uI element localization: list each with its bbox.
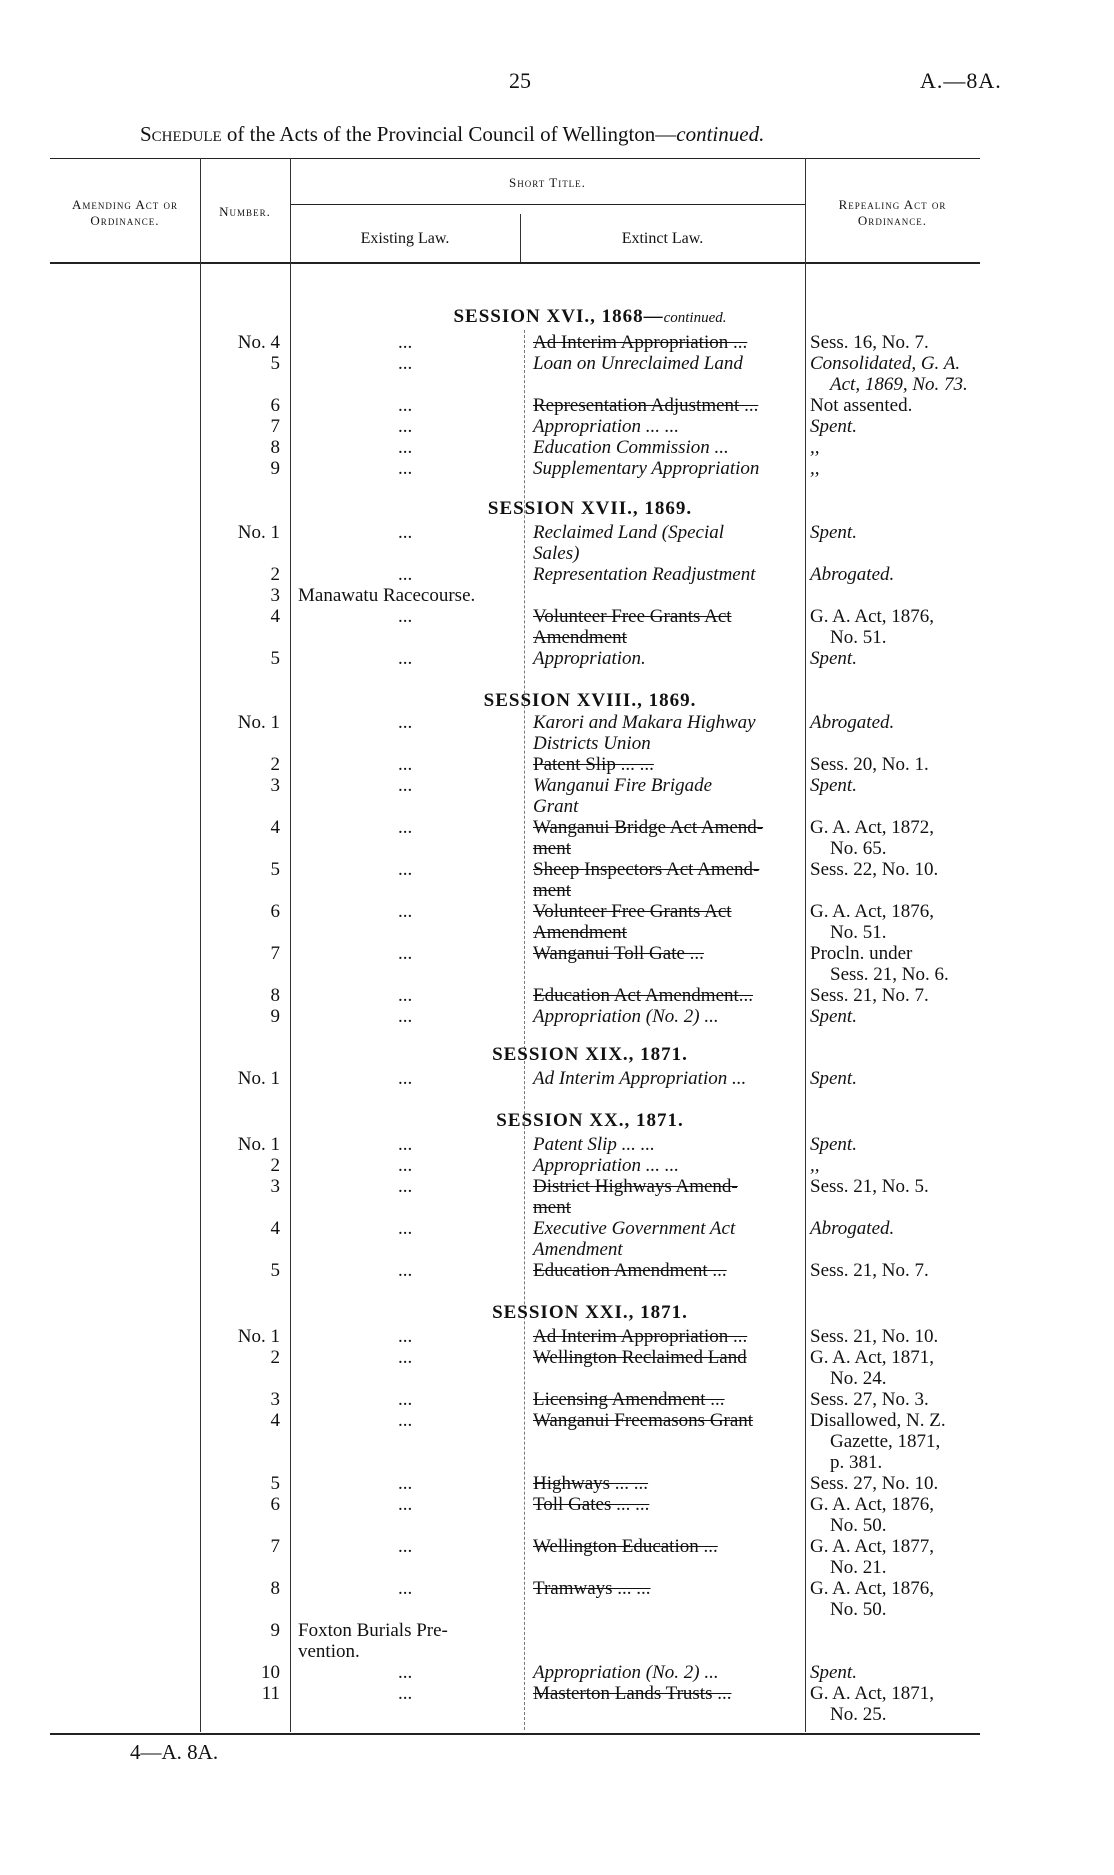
row-repealing-act: No. 25. — [830, 1704, 887, 1725]
row-existing-law: ... — [398, 1176, 413, 1197]
row-number: No. 1 — [237, 1326, 280, 1347]
row-number: 3 — [270, 1389, 280, 1410]
row-existing-law: ... — [398, 1326, 413, 1347]
row-repealing-act: ,, — [810, 458, 820, 479]
row-number: 2 — [270, 1155, 280, 1176]
row-existing-law: ... — [398, 606, 413, 627]
row-repealing-act: G. A. Act, 1871, — [810, 1347, 935, 1368]
row-number: 4 — [270, 606, 280, 627]
table-bottom-rule — [50, 1733, 980, 1735]
row-number: 7 — [270, 1536, 280, 1557]
row-number: No. 4 — [237, 332, 280, 353]
row-number: 6 — [270, 395, 280, 416]
row-existing-law: ... — [398, 1410, 413, 1431]
row-repealing-act: Sess. 21, No. 10. — [810, 1326, 939, 1347]
row-extinct-title: Loan on Unreclaimed Land — [533, 353, 743, 374]
row-extinct-title: Patent Slip ... ... — [533, 1134, 655, 1155]
row-number: 4 — [270, 1410, 280, 1431]
row-repealing-act: Spent. — [810, 1134, 857, 1155]
row-number: 4 — [270, 817, 280, 838]
session-heading: SESSION XXI., 1871. — [492, 1302, 688, 1323]
row-extinct-title: District Highways Amend- — [533, 1176, 738, 1197]
row-existing-law: ... — [398, 712, 413, 733]
header-extinct: Extinct Law. — [621, 230, 704, 247]
row-existing-law: ... — [398, 1578, 413, 1599]
schedule-title-text: of the Acts of the Provincial Council of Wellington— — [226, 122, 677, 146]
schedule-continued: continued. — [676, 122, 765, 146]
row-number: 9 — [270, 1006, 280, 1027]
row-existing-law: ... — [398, 353, 413, 374]
session-heading: SESSION XX., 1871. — [496, 1110, 684, 1131]
row-extinct-title: Karori and Makara Highway — [533, 712, 756, 733]
row-number: 2 — [270, 564, 280, 585]
header-short-title: Short Title. — [509, 175, 586, 190]
row-number: 8 — [270, 1578, 280, 1599]
row-extinct-title: Appropriation (No. 2) ... — [533, 1006, 719, 1027]
row-existing-law: ... — [398, 332, 413, 353]
row-extinct-title: Supplementary Appropriation — [533, 458, 760, 479]
row-number: 5 — [270, 1260, 280, 1281]
row-repealing-act: Sess. 21, No. 7. — [810, 985, 929, 1006]
row-number: 7 — [270, 943, 280, 964]
row-repealing-act: No. 65. — [830, 838, 887, 859]
row-extinct-title: Masterton Lands Trusts ... — [533, 1683, 732, 1704]
col-rule-body-2 — [290, 262, 291, 1732]
row-existing-law: ... — [398, 817, 413, 838]
row-extinct-title: Toll Gates ... ... — [533, 1494, 650, 1515]
row-extinct-title: Wanganui Bridge Act Amend- — [533, 817, 764, 838]
row-existing-law: ... — [398, 943, 413, 964]
row-extinct-title: Appropriation ... ... — [533, 416, 680, 437]
col-rule-body-4 — [805, 262, 806, 1732]
row-extinct-title: Amendment — [533, 922, 627, 943]
row-repealing-act: No. 24. — [830, 1368, 887, 1389]
row-repealing-act: Spent. — [810, 1662, 857, 1683]
row-extinct-title: Patent Slip ... ... — [533, 754, 654, 775]
session-label: SESSION XVI., 1868— — [453, 306, 664, 327]
row-extinct-title: Wanganui Freemasons Grant — [533, 1410, 754, 1431]
row-repealing-act: Abrogated. — [810, 1218, 895, 1239]
row-existing-law: ... — [398, 1260, 413, 1281]
row-extinct-title: Education Amendment ... — [533, 1260, 727, 1281]
row-repealing-act: Not assented. — [810, 395, 913, 416]
row-existing-law: ... — [398, 1134, 413, 1155]
row-repealing-act: Spent. — [810, 1068, 857, 1089]
row-repealing-act: G. A. Act, 1872, — [810, 817, 935, 838]
row-repealing-act: No. 50. — [830, 1599, 887, 1620]
row-existing-law: ... — [398, 395, 413, 416]
row-existing-law: ... — [398, 1536, 413, 1557]
row-existing-law: ... — [398, 522, 413, 543]
row-extinct-title: Appropriation. — [533, 648, 646, 669]
row-number: No. 1 — [237, 1068, 280, 1089]
row-repealing-act: Consolidated, G. A. — [810, 353, 961, 374]
row-extinct-title: Reclaimed Land (Special — [533, 522, 725, 543]
row-extinct-title: ment — [533, 838, 571, 859]
row-repealing-act: G. A. Act, 1876, — [810, 1494, 935, 1515]
row-number: 6 — [270, 1494, 280, 1515]
row-existing-law: ... — [398, 564, 413, 585]
row-existing-law: ... — [398, 416, 413, 437]
row-repealing-act: Spent. — [810, 1006, 857, 1027]
row-repealing-act: No. 21. — [830, 1557, 887, 1578]
header-bottom-rule — [50, 262, 980, 264]
row-number: 11 — [261, 1683, 280, 1704]
row-number: 3 — [270, 775, 280, 796]
short-title-rule — [290, 204, 805, 205]
row-repealing-act: Spent. — [810, 775, 857, 796]
row-extinct-title: Representation Readjustment — [533, 564, 756, 585]
row-existing-law: ... — [398, 437, 413, 458]
row-extinct-title: Ad Interim Appropriation ... — [533, 1068, 747, 1089]
row-extinct-title: Appropriation ... ... — [533, 1155, 680, 1176]
header-amending: Amending Act or Ordinance. — [71, 197, 179, 228]
row-extinct-title: ment — [533, 880, 571, 901]
row-extinct-title: Highways ... ... — [533, 1473, 649, 1494]
row-repealing-act: No. 51. — [830, 922, 887, 943]
row-extinct-title: Wellington Education ... — [533, 1536, 718, 1557]
session-heading: SESSION XIX., 1871. — [492, 1044, 688, 1065]
header-number: Number. — [219, 204, 271, 219]
row-repealing-act: Spent. — [810, 416, 857, 437]
row-repealing-act: Sess. 27, No. 3. — [810, 1389, 929, 1410]
row-repealing-act: Disallowed, N. Z. — [810, 1410, 946, 1431]
row-existing-law: ... — [398, 1494, 413, 1515]
row-extinct-title: Tramways ... ... — [533, 1578, 651, 1599]
row-number: 6 — [270, 901, 280, 922]
row-extinct-title: Representation Adjustment ... — [533, 395, 759, 416]
row-extinct-title: Sales) — [533, 543, 580, 564]
row-number: No. 1 — [237, 522, 280, 543]
row-existing-law: ... — [398, 901, 413, 922]
row-extinct-title: Amendment — [533, 1239, 623, 1260]
row-number: 2 — [270, 754, 280, 775]
session-heading: SESSION XVII., 1869. — [487, 498, 693, 519]
row-number: 8 — [270, 985, 280, 1006]
row-extinct-title: Ad Interim Appropriation ... — [533, 332, 748, 353]
row-repealing-act: Spent. — [810, 648, 857, 669]
row-extinct-title: Ad Interim Appropriation ... — [533, 1326, 748, 1347]
row-existing-law: ... — [398, 1683, 413, 1704]
row-number: No. 1 — [237, 712, 280, 733]
row-extinct-title: Education Act Amendment... — [533, 985, 754, 1006]
row-repealing-act: Spent. — [810, 522, 857, 543]
row-repealing-act: Sess. 22, No. 10. — [810, 859, 939, 880]
row-repealing-act: G. A. Act, 1876, — [810, 606, 935, 627]
row-extinct-title: Volunteer Free Grants Act — [533, 606, 732, 627]
row-number: 9 — [270, 1620, 280, 1641]
row-existing-law: ... — [398, 1155, 413, 1176]
row-existing-law: ... — [398, 458, 413, 479]
row-existing-law: ... — [398, 1006, 413, 1027]
row-existing-law: ... — [398, 1473, 413, 1494]
page-number: 25 — [509, 68, 531, 93]
row-existing-law: ... — [398, 859, 413, 880]
row-repealing-act: ,, — [810, 1155, 820, 1176]
col-rule-body-1 — [200, 262, 201, 1732]
row-repealing-act: Sess. 27, No. 10. — [810, 1473, 939, 1494]
session-heading — [290, 306, 890, 328]
table-top-rule — [50, 158, 980, 159]
row-existing-law: ... — [398, 985, 413, 1006]
header-existing: Existing Law. — [360, 230, 450, 247]
header-repealing: Repealing Act or Ordinance. — [838, 197, 947, 228]
row-extinct-title: Wanganui Fire Brigade — [533, 775, 713, 796]
row-existing-law: ... — [398, 1662, 413, 1683]
row-extinct-title: Appropriation (No. 2) ... — [533, 1662, 719, 1683]
row-repealing-act: Gazette, 1871, — [830, 1431, 941, 1452]
row-repealing-act: Abrogated. — [810, 712, 895, 733]
row-repealing-act: Act, 1869, No. 73. — [830, 374, 968, 395]
row-existing-law: ... — [398, 1218, 413, 1239]
row-repealing-act: G. A. Act, 1876, — [810, 901, 935, 922]
row-extinct-title: Volunteer Free Grants Act — [533, 901, 732, 922]
row-repealing-act: Sess. 16, No. 7. — [810, 332, 929, 353]
row-repealing-act: G. A. Act, 1871, — [810, 1683, 935, 1704]
row-repealing-act: ,, — [810, 437, 820, 458]
series-code: A.—8A. — [920, 68, 1002, 93]
row-extinct-title: ment — [533, 1197, 571, 1218]
row-existing-law: vention. — [298, 1641, 360, 1662]
row-repealing-act: Sess. 21, No. 7. — [810, 1260, 929, 1281]
row-extinct-title: Grant — [533, 796, 579, 817]
row-repealing-act: G. A. Act, 1877, — [810, 1536, 935, 1557]
row-number: 8 — [270, 437, 280, 458]
row-existing-law: ... — [398, 1347, 413, 1368]
row-number: 5 — [270, 1473, 280, 1494]
row-repealing-act: Abrogated. — [810, 564, 895, 585]
row-number: 4 — [270, 1218, 280, 1239]
row-repealing-act: Sess. 20, No. 1. — [810, 754, 929, 775]
row-number: 2 — [270, 1347, 280, 1368]
row-existing-law: ... — [398, 648, 413, 669]
row-number: 5 — [270, 353, 280, 374]
row-extinct-title: Licensing Amendment ... — [533, 1389, 725, 1410]
row-number: 9 — [270, 458, 280, 479]
row-repealing-act: No. 51. — [830, 627, 887, 648]
row-existing-law: Manawatu Racecourse. — [298, 585, 476, 606]
row-extinct-title: Amendment — [533, 627, 627, 648]
row-extinct-title: Wellington Reclaimed Land — [533, 1347, 747, 1368]
row-number: 7 — [270, 416, 280, 437]
row-repealing-act: Procln. under — [810, 943, 913, 964]
schedule-word: Schedule — [140, 122, 222, 146]
row-repealing-act: G. A. Act, 1876, — [810, 1578, 935, 1599]
row-extinct-title: Education Commission ... — [533, 437, 729, 458]
schedule-title — [140, 122, 764, 147]
row-number: No. 1 — [237, 1134, 280, 1155]
session-heading: SESSION XVIII., 1869. — [483, 690, 697, 711]
row-repealing-act: Sess. 21, No. 5. — [810, 1176, 929, 1197]
row-existing-law: ... — [398, 1068, 413, 1089]
page-footer: 4—A. 8A. — [130, 1740, 219, 1764]
row-existing-law: Foxton Burials Pre- — [298, 1620, 448, 1641]
row-extinct-title: Wanganui Toll Gate ... — [533, 943, 704, 964]
row-number: 5 — [270, 648, 280, 669]
row-existing-law: ... — [398, 1389, 413, 1410]
row-number: 10 — [261, 1662, 280, 1683]
row-number: 5 — [270, 859, 280, 880]
row-extinct-title: Sheep Inspectors Act Amend- — [533, 859, 760, 880]
row-existing-law: ... — [398, 775, 413, 796]
row-extinct-title: Districts Union — [533, 733, 651, 754]
row-number: 3 — [270, 1176, 280, 1197]
row-repealing-act: No. 50. — [830, 1515, 887, 1536]
row-repealing-act: p. 381. — [830, 1452, 883, 1473]
row-number: 3 — [270, 585, 280, 606]
row-repealing-act: Sess. 21, No. 6. — [830, 964, 949, 985]
row-existing-law: ... — [398, 754, 413, 775]
row-extinct-title: Executive Government Act — [533, 1218, 736, 1239]
session-continued: continued. — [663, 310, 727, 326]
